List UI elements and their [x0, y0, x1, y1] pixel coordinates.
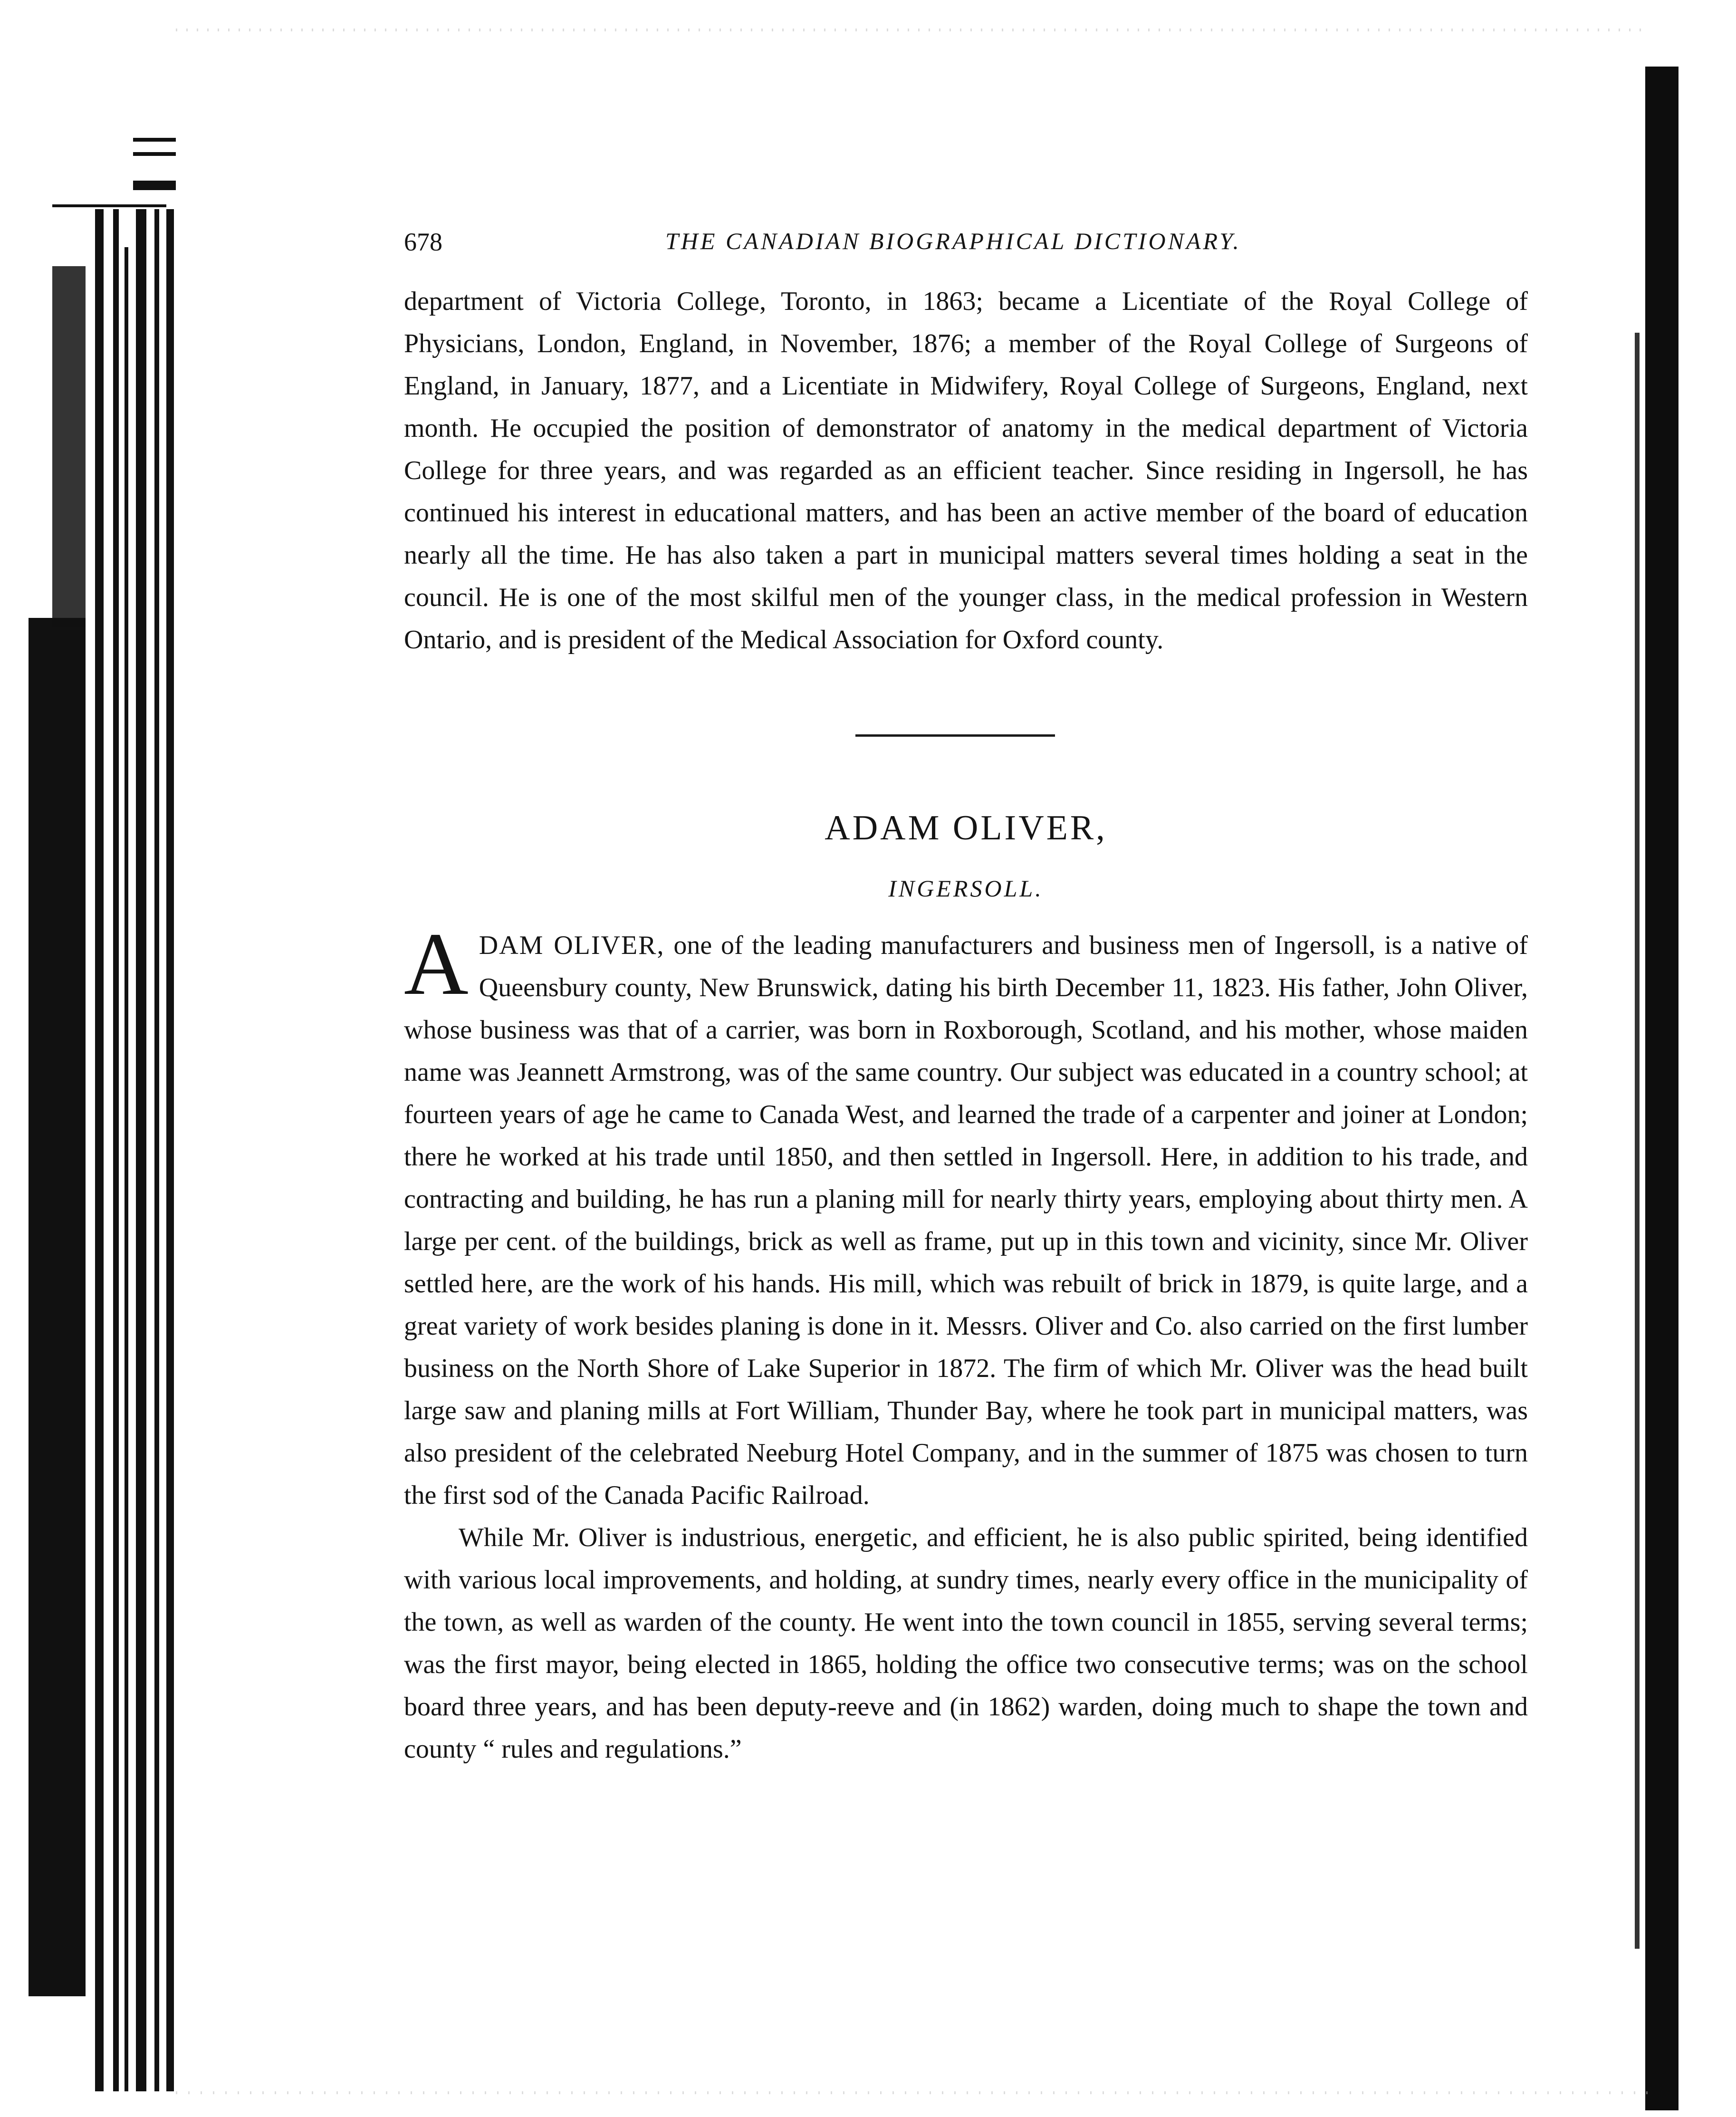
scan-edge-right — [1645, 67, 1678, 2110]
scan-edge-right-shadow — [1635, 333, 1640, 1949]
entry-paragraph-2: While Mr. Oliver is industrious, energetic, and efficient, he is also public spirited, being identified with various local improvements, and holding, at sundry times, nearly every office in the municipality of the town, as well as warden of the county. He went into the town council in 1855, serving several terms; was the first mayor, being elected in 1865, holding the office two consecutive terms; was on the school board three years, and has been deputy-reeve and (in 1862) warden, doing much to shape the town and county “ rules and regulations.” — [404, 1523, 1528, 1764]
running-title: THE CANADIAN BIOGRAPHICAL DICTIONARY. — [665, 228, 1241, 254]
section-divider — [855, 734, 1055, 737]
entry-paragraph-1-text: one of the leading manufacturers and business men of Ingersoll, is a native of Queensbury county, New Brunswick, dating his birth December 11, 1823. His father, John Oliver, whose business was that of a carrier, was born in Roxborough, Scotland, and his mother, whose maiden name was Jeannett Armstrong, was of the same country. Our subject was educated in a country school; at fourteen years of age he came to Canada West, and learned the trade of a carpenter and joiner at London; there he worked at his trade until 1850, and then settled in Ingersoll. Here, in addition to his trade, and contracting and building, he has run a planing mill for nearly thirty years, employing about thirty men. A large per cent. of the buildings, brick as well as frame, put up in this town and vicinity, since Mr. Oliver settled here, are the work of his hands. His mill, which was rebuilt of brick in 1879, is quite large, and a great variety of work besides planing is done in it. Messrs. Oliver and Co. also carried on the first lumber business on the North Shore of Lake Superior in 1872. The firm of which Mr. Oliver was the head built large saw and planing mills at Fort William, Thunder Bay, where he took part in municipal matters, was also president of the celebrated Neeburg Hotel Company, and in the summer of 1875 was chosen to turn the first sod of the Canada Pacific Railroad. — [404, 931, 1528, 1510]
scan-edge-left — [0, 0, 204, 2117]
previous-entry-paragraph: department of Victoria College, Toronto, in 1863; became a Licentiate of the Royal College of Physicians, London, England, in November, 1876; a member of the Royal College of Surgeons of England, in January, 1877, and a Licentiate in Midwifery, Royal College of Surgeons, England, next month. He occupied the position of demonstrator of anatomy in the medical department of Victoria College for three years, and was regarded as an efficient teacher. Since residing in Ingersoll, he has continued his interest in educational matters, and has been an active member of the board of education nearly all the time. He has also taken a part in municipal matters several times holding a seat in the council. He is one of the most skilful men of the younger class, in the medical profession in Western Ontario, and is president of the Medical Association for Oxford county. — [404, 287, 1528, 654]
entry-body — [404, 914, 1528, 1771]
drop-cap-letter: A — [404, 914, 469, 1013]
entry-lead-caps: DAM OLIVER, — [479, 931, 665, 960]
page-header — [404, 227, 1511, 265]
entry-place-subheading: INGERSOLL. — [888, 875, 1044, 902]
scan-noise-bottom — [176, 2091, 1649, 2094]
scan-noise-top — [176, 29, 1649, 31]
entry-paragraph-1 — [404, 914, 1528, 1517]
entry-name-heading: ADAM OLIVER, — [825, 808, 1107, 847]
previous-entry-text — [404, 280, 1528, 661]
page-number: 678 — [404, 228, 442, 256]
